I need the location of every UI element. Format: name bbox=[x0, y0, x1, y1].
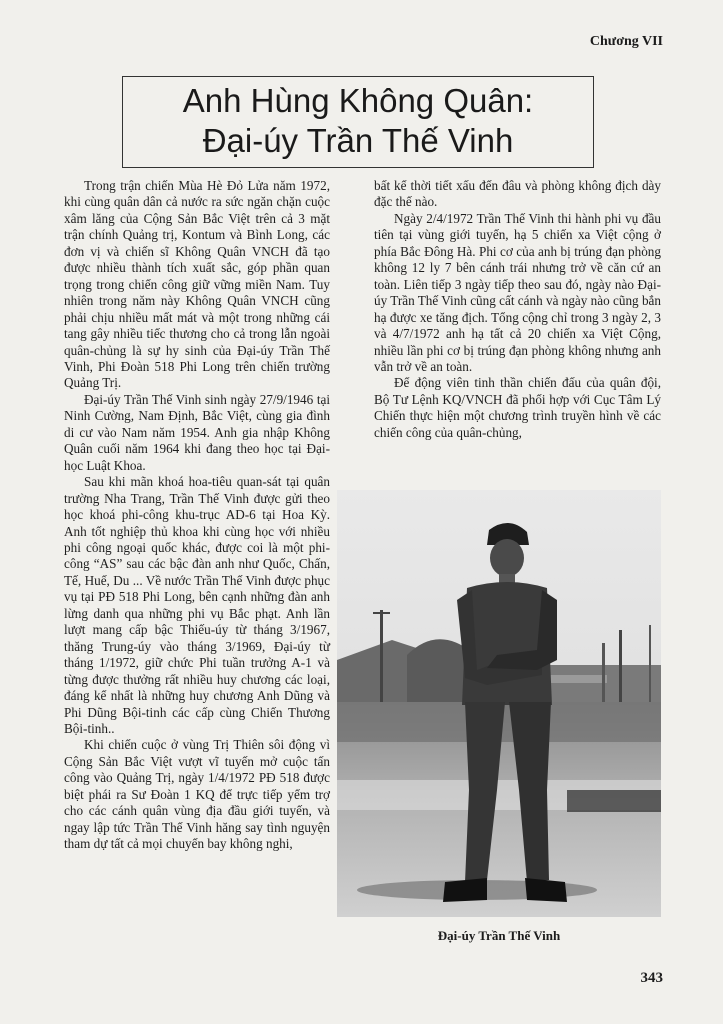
title-line-1: Anh Hùng Không Quân: bbox=[182, 82, 534, 119]
chapter-header: Chương VII bbox=[589, 34, 663, 49]
page-number: 343 bbox=[640, 970, 663, 986]
left-column bbox=[64, 178, 330, 853]
right-column bbox=[374, 178, 661, 441]
photo-caption: Đại-úy Trần Thế Vinh bbox=[437, 928, 561, 943]
pilot-photo bbox=[337, 490, 661, 917]
paragraph: Sau khi mãn khoá hoa-tiêu quan-sát tại quân trường Nha Trang, Trần Thế Vinh được gửi theo học khoá phi-công khu-trục AD-6 tại Hoa Kỳ. Anh tốt nghiệp thủ khoa khi cùng học với nhiều phi công ngoại quốc khác, được coi là một phi-công “AS” sau các bậc đàn anh như Quốc, Chấn, Tế, Huế, Du ... Về nước Trần Thế Vinh được phục vụ tại PĐ 518 Phi Long, bên cạnh những đàn anh lừng danh qua những phi vụ Bắc phạt. Anh lần lượt mang cấp bậc Thiếu-úy từ tháng 3/1967, thăng Trung-úy vào tháng 3/1969, Đại-úy từ tháng 1/1972, giữ chức Phi tuần trưởng A-1 và từng được thưởng rất nhiều huy chương các loại, đáng kể nhất là những huy chương Anh Dũng và Phi Dũng Bội-tinh các cấp cùng Chiến Thương Bội-tinh.. bbox=[64, 474, 330, 736]
paragraph: Để động viên tinh thần chiến đấu của quân đội, Bộ Tư Lệnh KQ/VNCH đã phối hợp với Cục Tâm Lý Chiến thực hiện một chương trình truyền hình về các chiến công của quân-chủng, bbox=[374, 375, 661, 440]
paragraph: Ngày 2/4/1972 Trần Thế Vinh thi hành phi vụ đầu tiên tại vùng giới tuyến, hạ 5 chiến xa Việt cộng ở phía Bắc Đông Hà. Phi cơ của anh bị trúng đạn phòng không 12 ly 7 bên cánh trái nhưng trở về căn cứ an toàn. Liên tiếp 3 ngày tiếp theo sau đó, ngày nào Đại-úy Trần Thế Vinh cũng cất cánh và ngày nào cũng bắn hạ được xe tăng địch. Tổng cộng chỉ trong 3 ngày 2, 3 và 4/7/1972 anh hạ tất cả 20 chiến xa Việt Cộng, nhiều lần phi cơ bị trúng đạn phòng không nhưng anh vẫn trở về an toàn. bbox=[374, 210, 661, 374]
paragraph: Khi chiến cuộc ở vùng Trị Thiên sôi động vì Cộng Sản Bắc Việt vượt vĩ tuyến mở cuộc tấn công vào Quảng Trị, ngày 1/4/1972 PĐ 518 được biệt phái ra Sư Đoàn 1 KQ để trực tiếp yểm trợ cho các cánh quân vùng địa đầu giới tuyến, và ngay lập tức Trần Thế Vinh hăng say tình nguyện tham dự tất cả mọi chuyến bay không nghi, bbox=[64, 737, 330, 852]
paragraph-continued: bất kể thời tiết xấu đến đâu và phòng không địch dày đặc thế nào. bbox=[374, 178, 661, 210]
title-line-2: Đại-úy Trần Thế Vinh bbox=[202, 122, 514, 159]
paragraph: Đại-úy Trần Thế Vinh sinh ngày 27/9/1946 tại Ninh Cường, Nam Định, Bắc Việt, cùng gia đình di cư vào Nam năm 1954. Anh gia nhập Không Quân cuối năm 1964 khi đang theo học tại Đại-học Luật Khoa. bbox=[64, 391, 330, 473]
paragraph: Trong trận chiến Mùa Hè Đỏ Lửa năm 1972, khi cùng quân dân cả nước ra sức ngăn chặn cuộc xâm lăng của Cộng Sản Bắc Việt trên cả 3 mặt trận chính Quảng trị, Kontum và Bình Long, các đơn vị và chiến sĩ Không Quân VNCH đã tạo được nhiều thành tích xuất sắc, góp phần quan trọng trong chiến công giữ vững miền Nam. Tuy nhiên trong năm này Không Quân VNCH cũng phải chịu nhiều mất mát và một trong những cái tang gây nhiều tiếc thương cho cả trong lẫn ngoài quân-chủng là sự hy sinh của Đại-úy Trần Thế Vinh, Phi Đoàn 518 Phi Long trên chiến trường Quảng Trị. bbox=[64, 178, 330, 391]
title-box bbox=[122, 76, 594, 168]
